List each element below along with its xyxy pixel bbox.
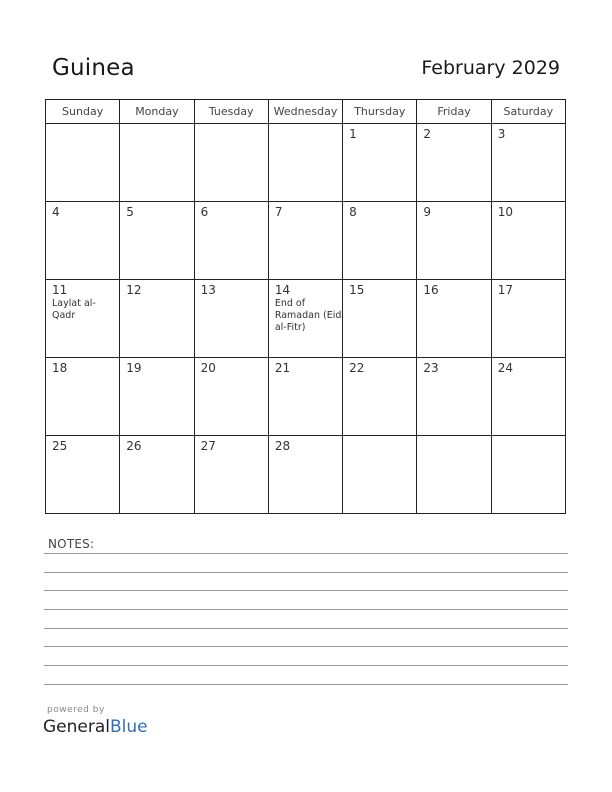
day-cell (120, 202, 194, 280)
brand-general: General (43, 717, 110, 737)
day-number: 21 (274, 361, 291, 375)
day-cell (46, 202, 120, 280)
weekday-header: Monday (120, 100, 194, 124)
weekday-header: Sunday (46, 100, 120, 124)
day-number: 25 (52, 439, 68, 453)
day-number: 6 (200, 205, 209, 219)
day-cell (491, 280, 565, 358)
weekday-header: Saturday (491, 100, 565, 124)
day-cell (120, 280, 194, 358)
day-number: 9 (423, 205, 432, 219)
day-number: 27 (200, 439, 216, 453)
day-cell (268, 124, 342, 202)
brand-blue: Blue (110, 717, 148, 737)
month-year-title: February 2029 (421, 57, 560, 79)
day-cell (268, 202, 342, 280)
day-number: 18 (52, 361, 68, 375)
day-number: 11 (52, 283, 68, 297)
powered-by-text: powered by (47, 705, 105, 715)
day-cell (343, 280, 417, 358)
day-cell (194, 436, 268, 514)
day-number: 28 (274, 439, 291, 453)
day-number: 3 (497, 127, 506, 141)
day-cell (417, 436, 491, 514)
day-number: 14 (274, 283, 291, 297)
weekday-header: Wednesday (268, 100, 342, 124)
weekday-header: Friday (417, 100, 491, 124)
day-cell (417, 202, 491, 280)
holiday-label: End of Ramadan (Eid al-Fitr) (274, 298, 342, 333)
weekday-header: Tuesday (194, 100, 268, 124)
day-number: 20 (200, 361, 216, 375)
calendar-grid (45, 99, 566, 514)
day-cell (194, 124, 268, 202)
note-line (44, 628, 568, 629)
note-line (44, 646, 568, 647)
day-cell (343, 436, 417, 514)
day-cell (343, 358, 417, 436)
day-number: 22 (349, 361, 365, 375)
day-cell (194, 358, 268, 436)
day-number: 16 (423, 283, 439, 297)
day-cell (194, 202, 268, 280)
day-cell (46, 280, 120, 358)
notes-label: NOTES: (48, 537, 95, 551)
day-cell (417, 124, 491, 202)
day-cell (268, 280, 342, 358)
day-cell (343, 202, 417, 280)
note-line (44, 684, 568, 685)
weekday-header-row (46, 100, 566, 124)
day-cell (491, 436, 565, 514)
weekday-header: Thursday (343, 100, 417, 124)
day-cell (491, 202, 565, 280)
day-cell (46, 358, 120, 436)
day-cell (343, 124, 417, 202)
day-cell (120, 358, 194, 436)
day-number: 24 (497, 361, 513, 375)
day-number: 17 (497, 283, 513, 297)
note-line (44, 590, 568, 591)
note-line (44, 572, 568, 573)
day-cell (417, 358, 491, 436)
day-cell (268, 358, 342, 436)
day-number: 5 (126, 205, 134, 219)
day-number: 23 (423, 361, 439, 375)
note-line (44, 665, 568, 666)
day-number: 10 (497, 205, 513, 219)
note-line (44, 609, 568, 610)
day-cell (491, 358, 565, 436)
week-row (46, 124, 566, 202)
week-row (46, 202, 566, 280)
week-row (46, 436, 566, 514)
day-number: 8 (349, 205, 357, 219)
day-number: 7 (274, 205, 283, 219)
week-row (46, 280, 566, 358)
day-number: 12 (126, 283, 142, 297)
day-cell (120, 436, 194, 514)
note-line (44, 553, 568, 554)
day-cell (491, 124, 565, 202)
day-cell (120, 124, 194, 202)
country-title: Guinea (52, 55, 135, 81)
week-row (46, 358, 566, 436)
day-number: 4 (52, 205, 60, 219)
day-cell (417, 280, 491, 358)
day-number: 13 (200, 283, 216, 297)
day-cell (46, 124, 120, 202)
day-number: 15 (349, 283, 365, 297)
day-cell (268, 436, 342, 514)
day-number: 1 (349, 127, 357, 141)
generalblue-logo (43, 717, 148, 737)
day-number: 19 (126, 361, 142, 375)
day-cell (46, 436, 120, 514)
holiday-label: Laylat al-Qadr (52, 298, 96, 321)
day-number: 2 (423, 127, 432, 141)
day-number: 26 (126, 439, 142, 453)
day-cell (194, 280, 268, 358)
